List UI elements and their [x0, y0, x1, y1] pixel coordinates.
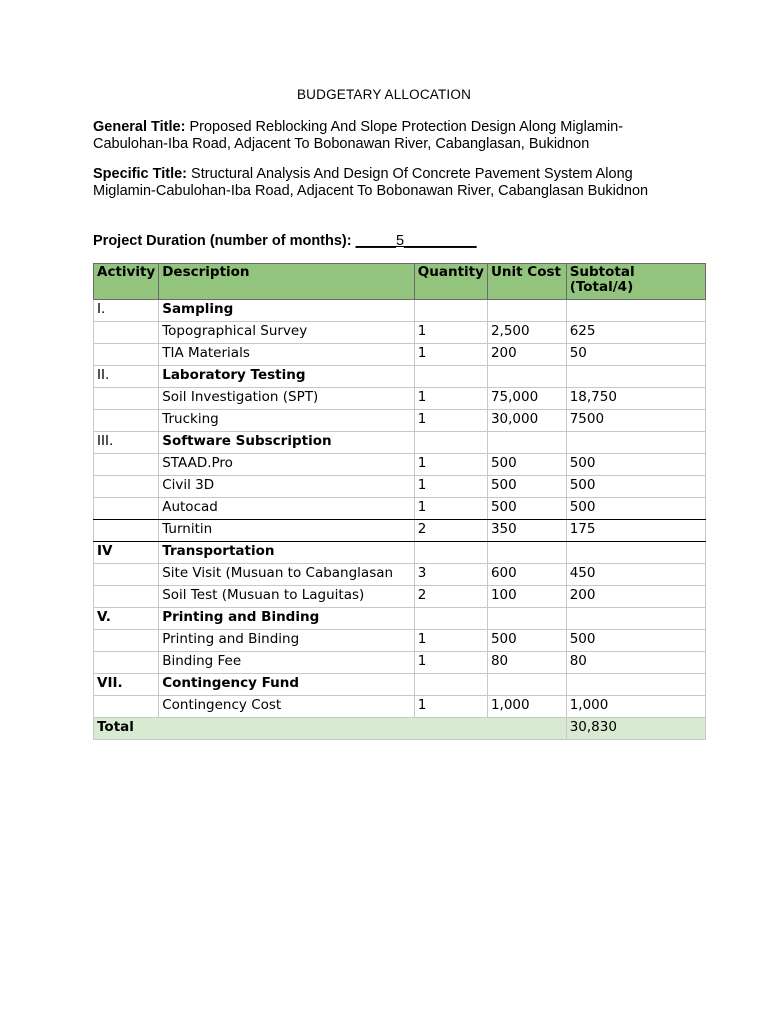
table-row — [94, 652, 706, 674]
cell-activity — [94, 322, 159, 344]
cell-activity: III. — [94, 432, 159, 454]
table-row — [94, 322, 706, 344]
cell-quantity: 1 — [414, 344, 487, 366]
header-description: Description — [159, 264, 415, 300]
table-group-row — [94, 432, 706, 454]
cell-activity: VII. — [94, 674, 159, 696]
cell-quantity — [414, 674, 487, 696]
cell-description: Software Subscription — [159, 432, 415, 454]
cell-description: Topographical Survey — [159, 322, 415, 344]
cell-subtotal: 500 — [566, 476, 705, 498]
cell-quantity: 1 — [414, 388, 487, 410]
cell-unit-cost: 80 — [487, 652, 566, 674]
cell-unit-cost: 30,000 — [487, 410, 566, 432]
cell-subtotal: 200 — [566, 586, 705, 608]
cell-description: Trucking — [159, 410, 415, 432]
cell-subtotal — [566, 300, 705, 322]
cell-subtotal: 175 — [566, 520, 705, 542]
table-row — [94, 388, 706, 410]
cell-subtotal: 500 — [566, 454, 705, 476]
cell-unit-cost — [487, 300, 566, 322]
cell-unit-cost: 500 — [487, 454, 566, 476]
total-label: Total — [94, 718, 567, 740]
cell-quantity: 1 — [414, 652, 487, 674]
cell-subtotal: 625 — [566, 322, 705, 344]
cell-description: Soil Test (Musuan to Laguitas) — [159, 586, 415, 608]
cell-unit-cost — [487, 366, 566, 388]
cell-unit-cost: 500 — [487, 498, 566, 520]
header-quantity: Quantity — [414, 264, 487, 300]
table-row — [94, 564, 706, 586]
cell-quantity — [414, 432, 487, 454]
cell-description: Soil Investigation (SPT) — [159, 388, 415, 410]
table-row — [94, 498, 706, 520]
cell-unit-cost: 500 — [487, 476, 566, 498]
cell-unit-cost — [487, 432, 566, 454]
table-row — [94, 410, 706, 432]
project-duration-value: 5 — [395, 233, 405, 249]
cell-quantity: 1 — [414, 410, 487, 432]
cell-description: Contingency Fund — [159, 674, 415, 696]
specific-title-text: Structural Analysis And Design Of Concrete Pavement System Along Miglamin-Cabulohan-Iba Road, Adjacent To Bobonawan River, Cabanglasan Bukidnon — [93, 166, 649, 199]
cell-description: Sampling — [159, 300, 415, 322]
cell-activity — [94, 652, 159, 674]
cell-description: Turnitin — [159, 520, 415, 542]
cell-subtotal — [566, 366, 705, 388]
project-duration-line — [93, 233, 693, 250]
table-row — [94, 586, 706, 608]
total-value: 30,830 — [566, 718, 705, 740]
general-title-label: General Title: — [93, 119, 186, 135]
specific-title-paragraph — [93, 166, 693, 199]
cell-quantity: 1 — [414, 454, 487, 476]
cell-activity — [94, 586, 159, 608]
table-total-row — [94, 718, 706, 740]
cell-activity: V. — [94, 608, 159, 630]
cell-description: Printing and Binding — [159, 608, 415, 630]
cell-activity: IV — [94, 542, 159, 564]
cell-quantity: 1 — [414, 476, 487, 498]
cell-unit-cost: 100 — [487, 586, 566, 608]
table-row — [94, 344, 706, 366]
header-subtotal: Subtotal (Total/4) — [566, 264, 705, 300]
document-heading: BUDGETARY ALLOCATION — [296, 87, 472, 102]
project-duration-blank-lead: _____ — [355, 233, 396, 249]
cell-quantity: 3 — [414, 564, 487, 586]
cell-quantity: 1 — [414, 696, 487, 718]
cell-activity — [94, 410, 159, 432]
cell-activity — [94, 498, 159, 520]
cell-activity — [94, 696, 159, 718]
cell-activity — [94, 564, 159, 586]
cell-unit-cost: 200 — [487, 344, 566, 366]
cell-activity — [94, 388, 159, 410]
cell-quantity: 1 — [414, 498, 487, 520]
cell-activity — [94, 344, 159, 366]
cell-subtotal — [566, 608, 705, 630]
table-header-row — [94, 264, 706, 300]
table-row — [94, 476, 706, 498]
cell-description: Autocad — [159, 498, 415, 520]
cell-description: STAAD.Pro — [159, 454, 415, 476]
cell-quantity — [414, 366, 487, 388]
cell-subtotal: 18,750 — [566, 388, 705, 410]
cell-unit-cost: 1,000 — [487, 696, 566, 718]
cell-unit-cost — [487, 542, 566, 564]
cell-activity — [94, 454, 159, 476]
cell-activity — [94, 520, 159, 542]
cell-quantity: 1 — [414, 630, 487, 652]
table-row — [94, 454, 706, 476]
header-activity: Activity — [94, 264, 159, 300]
cell-activity: II. — [94, 366, 159, 388]
cell-subtotal: 500 — [566, 498, 705, 520]
cell-quantity: 1 — [414, 322, 487, 344]
cell-quantity: 2 — [414, 520, 487, 542]
cell-subtotal — [566, 432, 705, 454]
cell-subtotal: 1,000 — [566, 696, 705, 718]
cell-unit-cost: 500 — [487, 630, 566, 652]
table-row — [94, 696, 706, 718]
cell-activity: I. — [94, 300, 159, 322]
table-group-row — [94, 542, 706, 564]
cell-quantity: 2 — [414, 586, 487, 608]
cell-description: Laboratory Testing — [159, 366, 415, 388]
cell-unit-cost — [487, 608, 566, 630]
table-row — [94, 520, 706, 542]
cell-description: TIA Materials — [159, 344, 415, 366]
cell-subtotal: 500 — [566, 630, 705, 652]
project-duration-label: Project Duration (number of months): — [93, 233, 352, 249]
table-group-row — [94, 300, 706, 322]
cell-unit-cost — [487, 674, 566, 696]
cell-subtotal — [566, 542, 705, 564]
cell-subtotal: 80 — [566, 652, 705, 674]
cell-subtotal — [566, 674, 705, 696]
general-title-paragraph — [93, 119, 693, 152]
table-group-row — [94, 674, 706, 696]
cell-description: Transportation — [159, 542, 415, 564]
general-title-text: Proposed Reblocking And Slope Protection Design Along Miglamin-Cabulohan-Iba Road, Adjacent To Bobonawan River, Cabanglasan, Bukidnon — [93, 119, 624, 152]
cell-quantity — [414, 300, 487, 322]
cell-description: Contingency Cost — [159, 696, 415, 718]
cell-description: Civil 3D — [159, 476, 415, 498]
table-group-row — [94, 366, 706, 388]
table-row — [94, 630, 706, 652]
cell-activity — [94, 630, 159, 652]
cell-unit-cost: 600 — [487, 564, 566, 586]
cell-unit-cost: 350 — [487, 520, 566, 542]
cell-description: Binding Fee — [159, 652, 415, 674]
cell-subtotal: 450 — [566, 564, 705, 586]
cell-subtotal: 50 — [566, 344, 705, 366]
cell-unit-cost: 75,000 — [487, 388, 566, 410]
cell-description: Site Visit (Musuan to Cabanglasan — [159, 564, 415, 586]
budget-table — [93, 263, 706, 740]
cell-quantity — [414, 542, 487, 564]
header-unit-cost: Unit Cost — [487, 264, 566, 300]
table-group-row — [94, 608, 706, 630]
cell-subtotal: 7500 — [566, 410, 705, 432]
cell-unit-cost: 2,500 — [487, 322, 566, 344]
project-duration-blank-trail: _________ — [404, 233, 477, 249]
specific-title-label: Specific Title: — [93, 166, 188, 182]
budget-table-body — [94, 300, 706, 740]
cell-activity — [94, 476, 159, 498]
cell-quantity — [414, 608, 487, 630]
cell-description: Printing and Binding — [159, 630, 415, 652]
